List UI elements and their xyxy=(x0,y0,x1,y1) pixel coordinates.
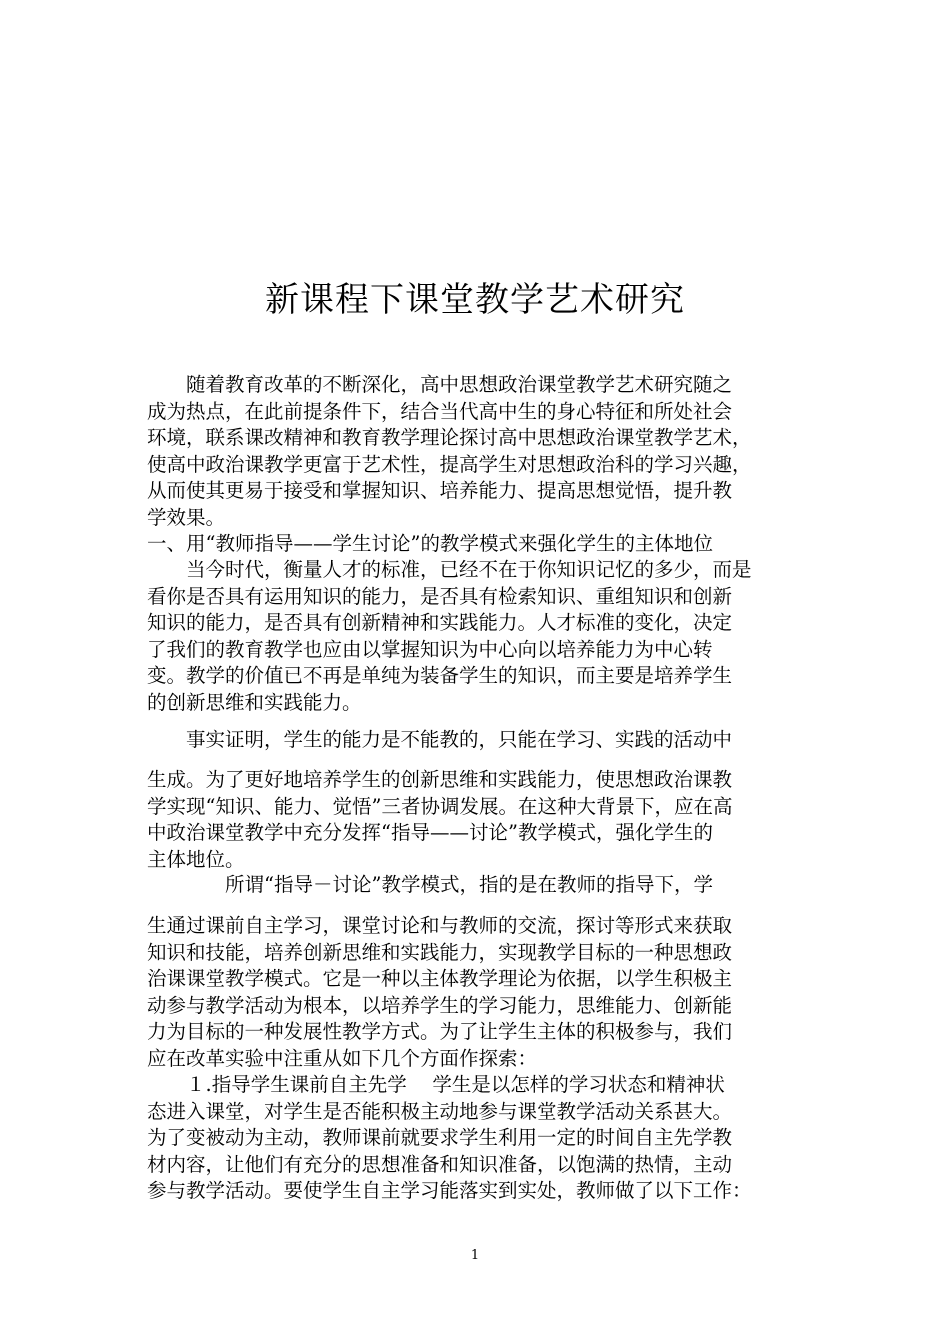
text-line: 看你是否具有运用知识的能力，是否具有检索知识、重组知识和创新 xyxy=(147,584,733,608)
text-line: 力为目标的一种发展性教学方式。为了让学生主体的积极参与，我们 xyxy=(147,1020,733,1043)
paragraph-fact-proof xyxy=(147,727,807,754)
text-line: 事实证明，学生的能力是不能教的，只能在学习、实践的活动中 xyxy=(147,728,733,751)
text-line: 材内容，让他们有充分的思想准备和知识准备，以饱满的热情，主动 xyxy=(147,1152,733,1176)
text-line: １.指导学生课前自主先学 学生是以怎样的学习状态和精神状 xyxy=(147,1073,725,1096)
text-line: 知识的能力，是否具有创新精神和实践能力。人才标准的变化，决定 xyxy=(147,611,733,634)
text-line: 应在改革实验中注重从如下几个方面作探索： xyxy=(147,1046,538,1070)
text-line: 成为热点，在此前提条件下，结合当代高中生的身心特征和所处社会 xyxy=(147,399,733,423)
text-line: 当今时代，衡量人才的标准，已经不在于你知识记忆的多少，而是 xyxy=(147,558,752,581)
text-line: 动参与教学活动为根本，以培养学生的学习能力，思维能力、创新能 xyxy=(147,993,733,1017)
text-line: 知识和技能，培养创新思维和实践能力，实现教学目标的一种思想政 xyxy=(147,940,733,964)
text-line: 所谓“指导－讨论”教学模式，指的是在教师的指导下，学 xyxy=(147,873,713,896)
section-heading xyxy=(147,531,807,558)
paragraph-generation xyxy=(147,767,807,873)
document-title: 新课程下课堂教学艺术研究 xyxy=(265,280,685,320)
paragraph-model-definition xyxy=(147,872,807,899)
text-line: 一、用“教师指导——学生讨论”的教学模式来强化学生的主体地位 xyxy=(147,532,713,555)
text-line: 态进入课堂，对学生是否能积极主动地参与课堂教学活动关系甚大。 xyxy=(147,1099,733,1123)
text-line: 环境，联系课改精神和教育教学理论探讨高中思想政治课堂教学艺术， xyxy=(147,426,752,449)
text-line: 中政治课堂教学中充分发挥“指导——讨论”教学模式，强化学生的 xyxy=(147,821,713,844)
text-line: 变。教学的价值已不再是单纯为装备学生的知识，而主要是培养学生 xyxy=(147,664,733,687)
page-number: 1 xyxy=(470,1248,480,1263)
text-line: 随着教育改革的不断深化，高中思想政治课堂教学艺术研究随之 xyxy=(147,373,733,396)
paragraph-intro xyxy=(147,372,807,531)
text-line: 使高中政治课教学更富于艺术性，提高学生对思想政治科的学习兴趣， xyxy=(147,452,752,476)
paragraph-model-details xyxy=(147,913,807,1205)
text-line: 从而使其更易于接受和掌握知识、培养能力、提高思想觉悟，提升教 xyxy=(147,479,733,502)
text-line: 治课课堂教学模式。它是一种以主体教学理论为依据，以学生积极主 xyxy=(147,967,733,990)
text-line: 参与教学活动。要使学生自主学习能落实到实处，教师做了以下工作： xyxy=(147,1179,752,1202)
text-line: 学实现“知识、能力、觉悟”三者协调发展。在这种大背景下，应在高 xyxy=(147,794,733,818)
text-line: 了我们的教育教学也应由以掌握知识为中心向以培养能力为中心转 xyxy=(147,637,713,661)
text-line: 学效果。 xyxy=(147,505,226,529)
paragraph-talent-standard xyxy=(147,557,807,716)
text-line: 主体地位。 xyxy=(147,847,245,871)
text-line: 生成。为了更好地培养学生的创新思维和实践能力，使思想政治课教 xyxy=(147,768,733,791)
text-line: 为了变被动为主动，教师课前就要求学生利用一定的时间自主先学教 xyxy=(147,1126,733,1149)
text-line: 生通过课前自主学习，课堂讨论和与教师的交流，探讨等形式来获取 xyxy=(147,914,733,937)
text-line: 的创新思维和实践能力。 xyxy=(147,690,362,714)
